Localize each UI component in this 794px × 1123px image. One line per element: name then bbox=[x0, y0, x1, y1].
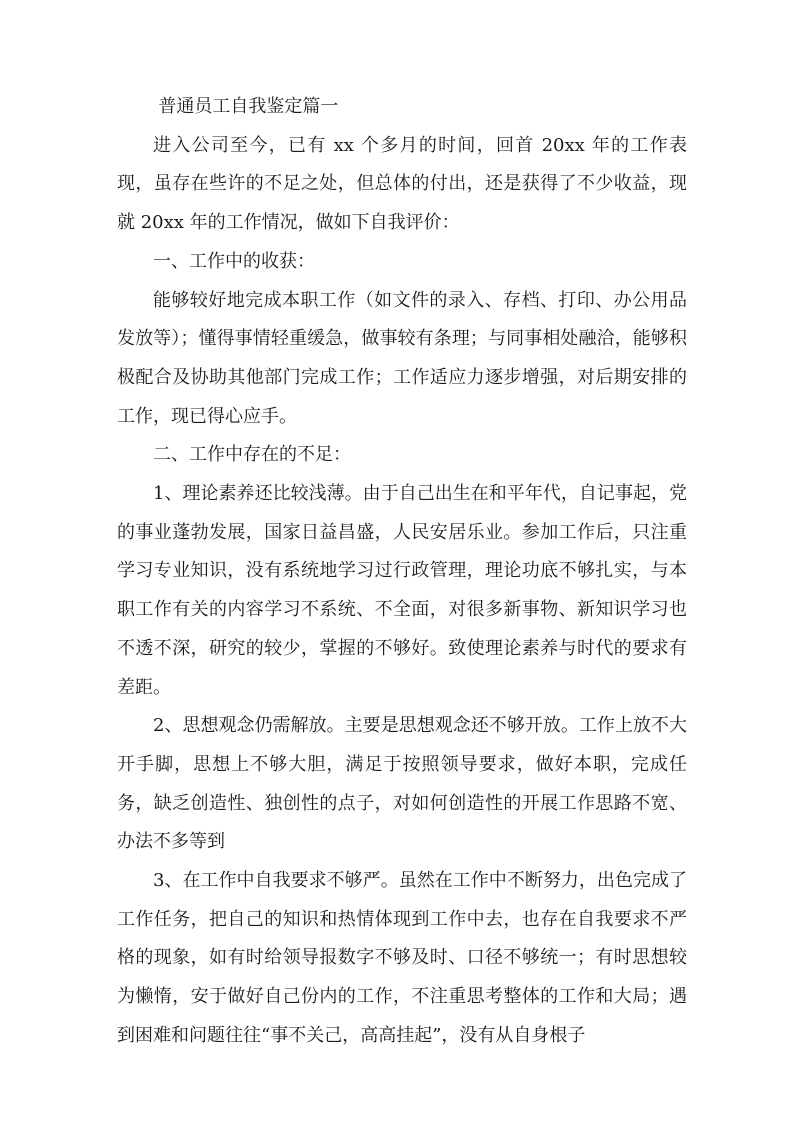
shortcoming-item-1: 1、理论素养还比较浅薄。由于自己出生在和平年代，自记事起，党的事业蓬勃发展，国家日益昌盛，人民安居乐业。参加工作后，只注重学习专业知识，没有系统地学习过行政管理，理论功底不够扎实，与本职工作有关的内容学习不系统、不全面，对很多新事物、新知识学习也不透不深，研究的较少，掌握的不够好。致使理论素养与时代的要求有差距。 bbox=[117, 483, 687, 698]
shortcoming-item-3: 3、在工作中自我要求不够严。虽然在工作中不断努力，出色完成了工作任务，把自己的知识和热情体现到工作中去，也存在自我要求不严格的现象，如有时给领导报数字不够及时、口径不够统一；有时思想较为懒惰，安于做好自己份内的工作，不注重思考整体的工作和大局；遇到困难和问题往往“事不关己，高高挂起”，没有从自身根子 bbox=[117, 870, 687, 1046]
shortcoming-item-2: 2、思想观念仍需解放。主要是思想观念还不够开放。工作上放不大开手脚，思想上不够大胆，满足于按照领导要求，做好本职，完成任务，缺乏创造性、独创性的点子，对如何创造性的开展工作思路不宽、办法不多等到 bbox=[117, 715, 687, 853]
intro-paragraph: 进入公司至今，已有 xx 个多月的时间，回首 20xx 年的工作表现，虽存在些许的不足之处，但总体的付出，还是获得了不少收益，现就 20xx 年的工作情况，做如下自我评价： bbox=[117, 134, 687, 234]
section-heading-gains: 一、工作中的收获： bbox=[153, 250, 315, 272]
document-body bbox=[117, 88, 687, 1056]
section-heading-shortcomings: 二、工作中存在的不足： bbox=[153, 444, 351, 466]
document-title: 普通员工自我鉴定篇一 bbox=[158, 96, 339, 117]
gains-paragraph: 能够较好地完成本职工作（如文件的录入、存档、打印、办公用品发放等）；懂得事情轻重缓急，做事较有条理；与同事相处融洽，能够积极配合及协助其他部门完成工作；工作适应力逐步增强，对后期安排的工作，现已得心应手。 bbox=[117, 289, 687, 427]
